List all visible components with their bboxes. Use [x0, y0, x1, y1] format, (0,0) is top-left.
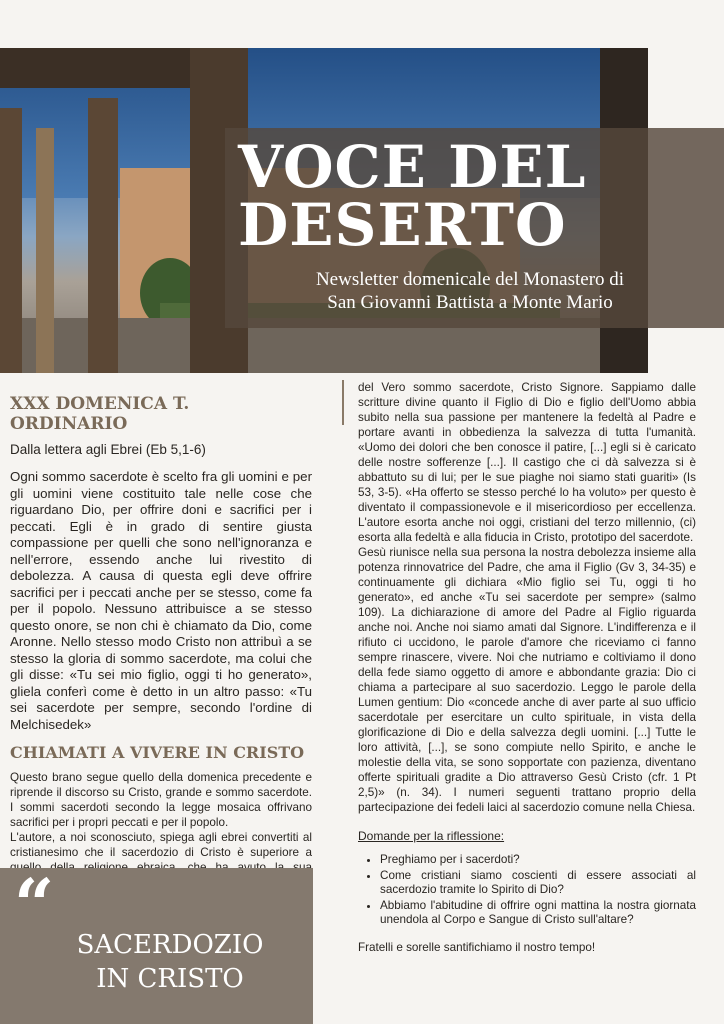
commentary-paragraph-1: Questo brano segue quello della domenica precedente e riprende il discorso su Cristo, grande e sommo sacerdote. I sommi sacerdoti secondo la legge mosaica offrivano sacrifici per i propri peccati e per il popolo.	[10, 771, 312, 829]
title-line-1: VOCE DEL	[238, 133, 587, 201]
left-column	[10, 394, 312, 890]
questions-heading: Domande per la riflessione:	[358, 829, 505, 843]
question-item: • Abbiamo l'abitudine di offrire ogni mattina la nostra giornata unendola al Corpo e Sangue di Cristo sull'altare?	[380, 899, 696, 927]
title-line-2: DESERTO	[238, 191, 567, 259]
quote-text	[40, 928, 300, 996]
subtitle-line-1: Newsletter domenicale del Monastero di	[315, 269, 625, 290]
closing-line: Fratelli e sorelle santifichiamo il nostro tempo!	[358, 941, 596, 954]
quote-mark-icon: “	[14, 863, 55, 946]
section-heading: CHIAMATI A VIVERE IN CRISTO	[10, 743, 305, 762]
pillar	[0, 108, 22, 373]
column-divider	[342, 380, 344, 425]
reading-text: Ogni sommo sacerdote è scelto fra gli uomini e per gli uomini viene costituito tale nelle cose che riguardano Dio, per offrire doni e sacrifici per i peccati. Egli è in grado di sentire giusta compassione per quelli che sono nell'ignoranza e nell'errore, essendo anche lui rivestito di debolezza. A causa di questa egli deve offrire sacrifici per i peccati anche per se stesso, come fa per il popolo. Nessuno attribuisce a se stesso questo onore, se non chi è chiamato da Dio, come Aronne. Nello stesso modo Cristo non attribuì a se stesso la gloria di sommo sacerdote, ma colui che gli disse: «Tu sei mio figlio, oggi ti ho generato», gliela conferì come è detto in un altro passo: «Tu sei sacerdote per sempre, secondo l'ordine di Melchisedek»	[10, 469, 312, 732]
quote-line-2: IN CRISTO	[96, 964, 244, 994]
questions-list	[358, 853, 696, 927]
right-column	[358, 380, 696, 954]
pillar	[88, 98, 118, 373]
newsletter-subtitle	[280, 268, 660, 314]
reading-source: Dalla lettera agli Ebrei (Eb 5,1-6)	[10, 442, 206, 457]
question-item: • Preghiamo per i sacerdoti?	[380, 853, 696, 867]
commentary-paragraph-2: L'autore, a noi sconosciuto, spiega agli ebrei convertiti al cristianesimo che il sacerdozio di Cristo è superiore a	[10, 831, 312, 859]
sunday-heading: XXX DOMENICA T. ORDINARIO	[10, 394, 190, 434]
commentary-paragraph-4: Gesù riunisce nella sua persona la nostra debolezza insieme alla potenza rinnovatrice del Padre, che ama il Figlio (Gv 3, 34-35) e continuamente gli dichiara «Mio figlio sei Tu, oggi ti ho generato», ed anche «Tu sei sacerdote per sempre» (salmo 109). La dichiarazione di amore del Padre al Figlio riguarda anche noi. Anche noi siamo amati dal Signore. L'indifferenza e il rifiuto ci uccidono, le parole d'amore che riceviamo ci fanno sempre rinascere, vivere. Noi che nutriamo e coltiviamo il dono della fede siamo oggetto di amore e abbondante grazia: Dio ci chiama a partecipare al suo sacerdozio. Leggo le parole della Lumen gentium: Dio «concede anche di aver parte al suo ufficio sacerdotale per esercitare un culto spirituale, in vista della glorificazione di Dio e della salvezza degli uomini. [...] Tutte le loro attività, [...], se sono compiute nello Spirito, e anche le molestie della vita, se sono sopportate con pazienza, diventano offerte spirituali gradite a Dio attraverso Gesù Cristo (cfr. 1 Pt 2,5)» (n. 34). I numeri seguenti trattano proprio della partecipazione dei fedeli laici al sacerdozio comune nella Chiesa.	[358, 546, 696, 814]
subtitle-line-2: San Giovanni Battista a Monte Mario	[327, 292, 613, 313]
quote-line-1: SACERDOZIO	[76, 930, 264, 960]
commentary-paragraph-3: del Vero sommo sacerdote, Cristo Signore. Sappiamo dalle scritture divine quanto il Figlio di Dio e figlio dell'Uomo abbia subito nella sua passione per mantenere la fedeltà al Padre e portare avanti in obbedienza la salvezza di tutta l'umanità. «Uomo dei dolori che ben conosce il patire, [...] egli si è caricato delle nostre sofferenze [...]. Il castigo che ci dà salvezza si è abbattuto su di lui; per le sue piaghe noi siamo stati guariti» (Is 53, 3-5). «Ha offerto se stesso perché lo ha voluto» per questo è diventato il compassionevole e il misericordioso per eccellenza. L'autore esorta anche noi oggi, cristiani del terzo millennio, (ci) esorta alla fedeltà e alla fiducia in Cristo, prototipo del sacerdote.	[358, 381, 696, 544]
newsletter-title	[238, 133, 718, 259]
pillar	[36, 128, 54, 373]
arch	[0, 48, 190, 88]
question-item: • Come cristiani siamo coscienti di essere associati al sacerdozio tramite lo Spirito di Dio?	[380, 869, 696, 897]
